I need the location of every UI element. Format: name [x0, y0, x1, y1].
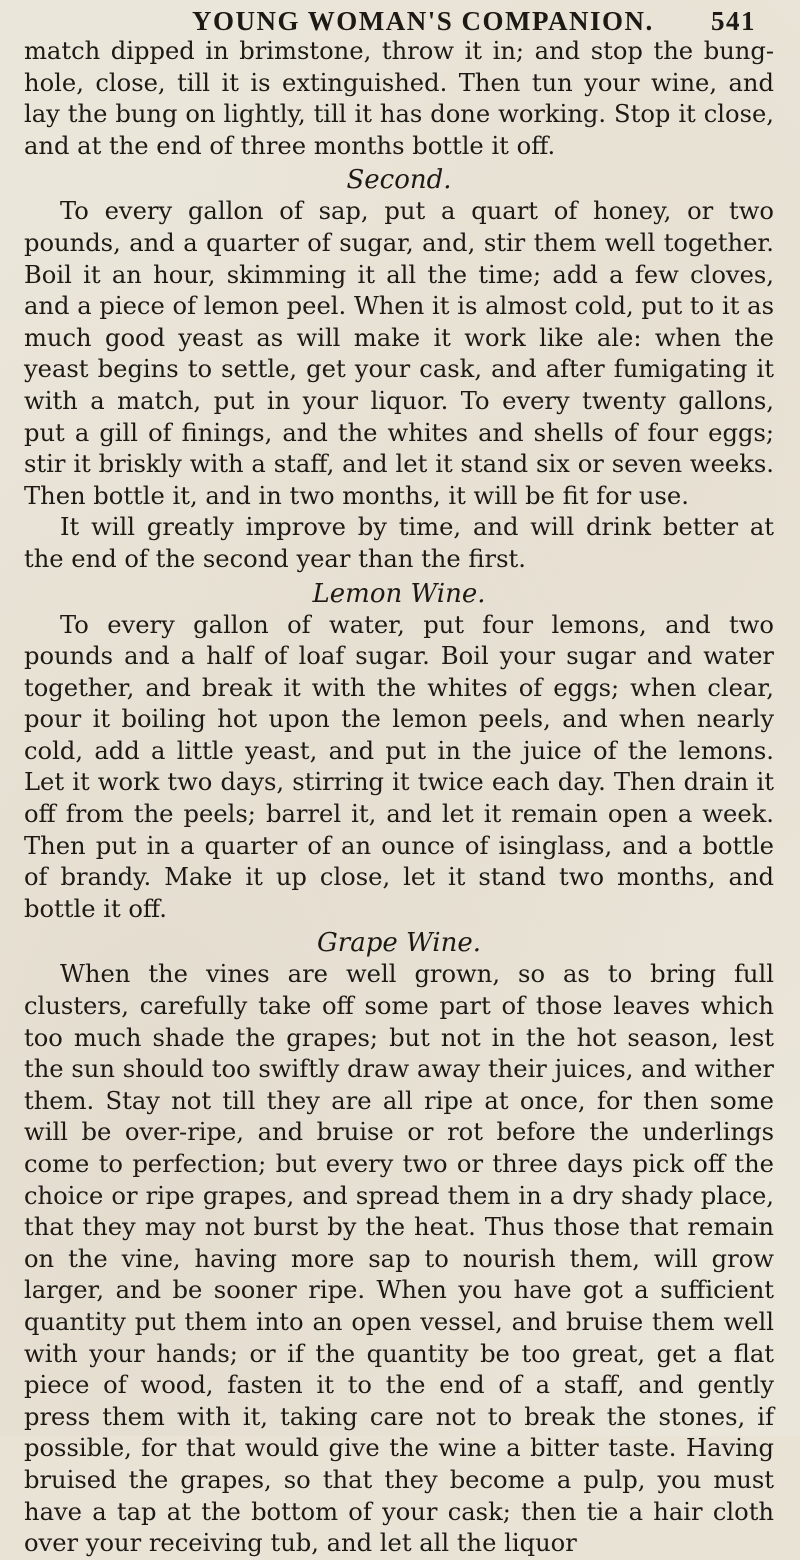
paragraph-lemon-wine: To every gallon of water, put four lemons, and two pounds and a half of loaf sugar. Boil your sugar and water together, and break it with the whites of eggs; when clear, pour it boiling hot upon the lemon peels, and when nearly cold, add a little yeast, and put in the juice of the lemons. Let it work two days, stirring it twice each day. Then drain it off from the peels; barrel it, and let it remain open a week. Then put in a quarter of an ounce of isinglass, and a bottle of brandy. Make it up close, let it stand two months, and bottle it off. [24, 610, 774, 923]
paragraph-grape-wine: When the vines are well grown, so as to bring full clusters, carefully take off some part of those leaves which too much shade the grapes; but not in the hot season, lest the sun should too swiftly draw away their juices, and wither them. Stay not till they are all ripe at once, for then some will be over-ripe, and bruise or rot before the underlings come to perfection; but every two or three days pick off the choice or ripe grapes, and spread them in a dry shady place, that they may not burst by the heat. Thus those that remain on the vine, having more sap to nourish them, will grow larger, and be sooner ripe. When you have got a sufficient quantity put them into an open vessel, and bruise them well with your hands; or if the quantity be too great, get a flat piece of wood, fasten it to the end of a staff, and gently press them with it, taking care not to break the stones, if possible, for that would give the wine a bitter taste. Having bruised the grapes, so that they become a pulp, you must have a tap at the bottom of your cask; then tie a hair cloth over your receiving tub, and let all the liquor [24, 960, 774, 1558]
section-heading-lemon-wine: Lemon Wine. [312, 578, 486, 609]
page-number: 541 [711, 6, 756, 36]
page-body [24, 36, 774, 1560]
running-head-title: YOUNG WOMAN'S COMPANION. [192, 6, 654, 36]
section-heading-second: Second. [346, 165, 452, 196]
paragraph-second-note: It will greatly improve by time, and will drink better at the end of the second year than the first. [24, 513, 774, 573]
section-heading-grape-wine: Grape Wine. [317, 928, 481, 959]
paragraph-second-recipe: To every gallon of sap, put a quart of honey, or two pounds, and a quarter of sugar, and, stir them well together. Boil it an hour, skimming it all the time; add a few cloves, and a piece of lemon peel. When it is almost cold, put to it as much good yeast as will make it work like ale: when the yeast begins to settle, get your cask, and after fumigating it with a match, put in your liquor. To every twenty gallons, put a gill of finings, and the whites and shells of four eggs; stir it briskly with a staff, and let it stand six or seven weeks. Then bottle it, and in two months, it will be fit for use. [24, 197, 774, 510]
paragraph-continuation: match dipped in brimstone, throw it in; and stop the bung-hole, close, till it is extinguished. Then tun your wine, and lay the bung on lightly, till it has done working. Stop it close, and at the end of three months bottle it off. [24, 37, 774, 160]
running-head [24, 0, 774, 36]
